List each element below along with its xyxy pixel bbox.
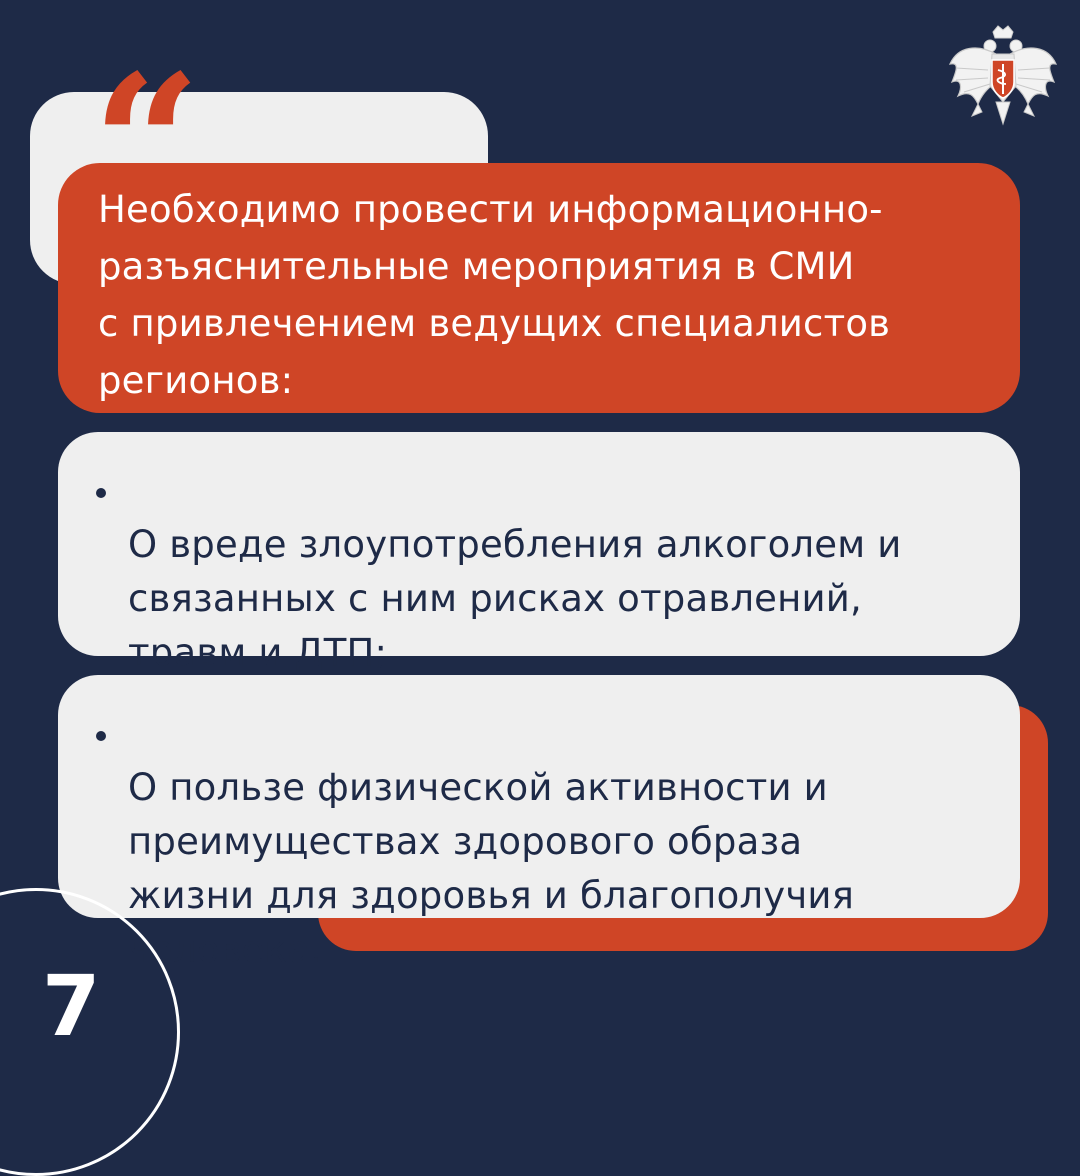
bullet-dot-icon: [96, 731, 106, 741]
bullet-text-2: О пользе физической активности и преимуществах здорового образа жизни для здоровья и благополучия человека.: [128, 766, 855, 971]
intro-card: [58, 163, 1020, 413]
page-number: 7: [42, 957, 101, 1055]
quote-mark-icon: “: [92, 33, 196, 256]
bullet-text-1: О вреде злоупотребления алкоголем и связанных с ним рисках отравлений, травм и ДТП;: [128, 523, 902, 674]
bullet-card-1: [58, 432, 1020, 674]
ministry-emblem-icon: [948, 24, 1058, 134]
bullet-card-2: [58, 675, 1020, 971]
bullet-item-1: [128, 464, 980, 680]
bullet-dot-icon: [96, 488, 106, 498]
bullet-item-2: [128, 707, 980, 977]
intro-text: Необходимо провести информационно- разъяснительные мероприятия в СМИ с привлечением ведущих специалистов регионов:: [98, 188, 891, 402]
